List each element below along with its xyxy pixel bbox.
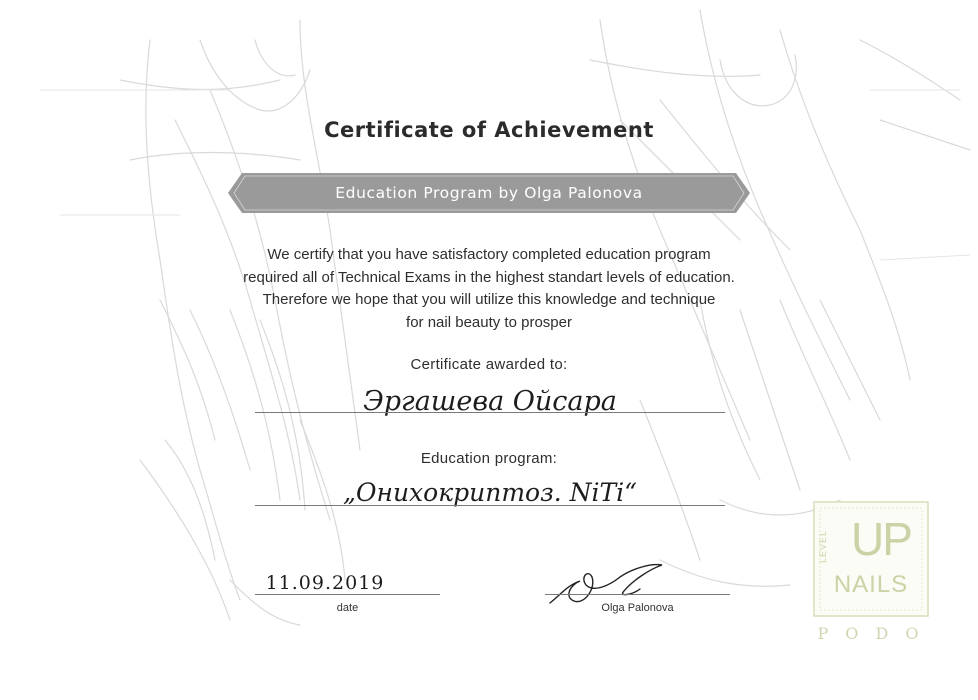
program-name: „Онихокриптоз. NiTi“ (343, 478, 637, 507)
date-line (255, 594, 440, 595)
program-line (255, 505, 725, 506)
certificate-title: Certificate of Achievement (324, 118, 654, 142)
signer-name: Olga Palonova (601, 602, 674, 614)
program-label: Education program: (420, 450, 558, 467)
recipient-line (255, 412, 725, 413)
date-label: date (336, 602, 359, 614)
logo-nails-text: NAILS (833, 571, 909, 598)
statement-line: required all of Technical Exams in the highest standart levels of education. (243, 268, 735, 286)
logo-podo-text: P O D O (817, 624, 925, 643)
signature-line (545, 594, 730, 595)
level-up-nails-logo (812, 500, 930, 648)
statement-line: for nail beauty to prosper (406, 313, 572, 331)
recipient-name: Эргашева Ойсара (363, 386, 617, 417)
logo-up-text: UP (851, 513, 911, 565)
statement-line: We certify that you have satisfactory completed education program (267, 246, 711, 263)
certification-statement (180, 244, 798, 334)
awarded-to-label: Certificate awarded to: (410, 356, 568, 373)
logo-level-text: LEVEL (818, 529, 828, 563)
date-value: 11.09.2019 (265, 572, 385, 594)
ribbon-text: Education Program by Olga Palonova (335, 184, 643, 202)
statement-line: Therefore we hope that you will utilize this knowledge and technique (262, 291, 716, 308)
